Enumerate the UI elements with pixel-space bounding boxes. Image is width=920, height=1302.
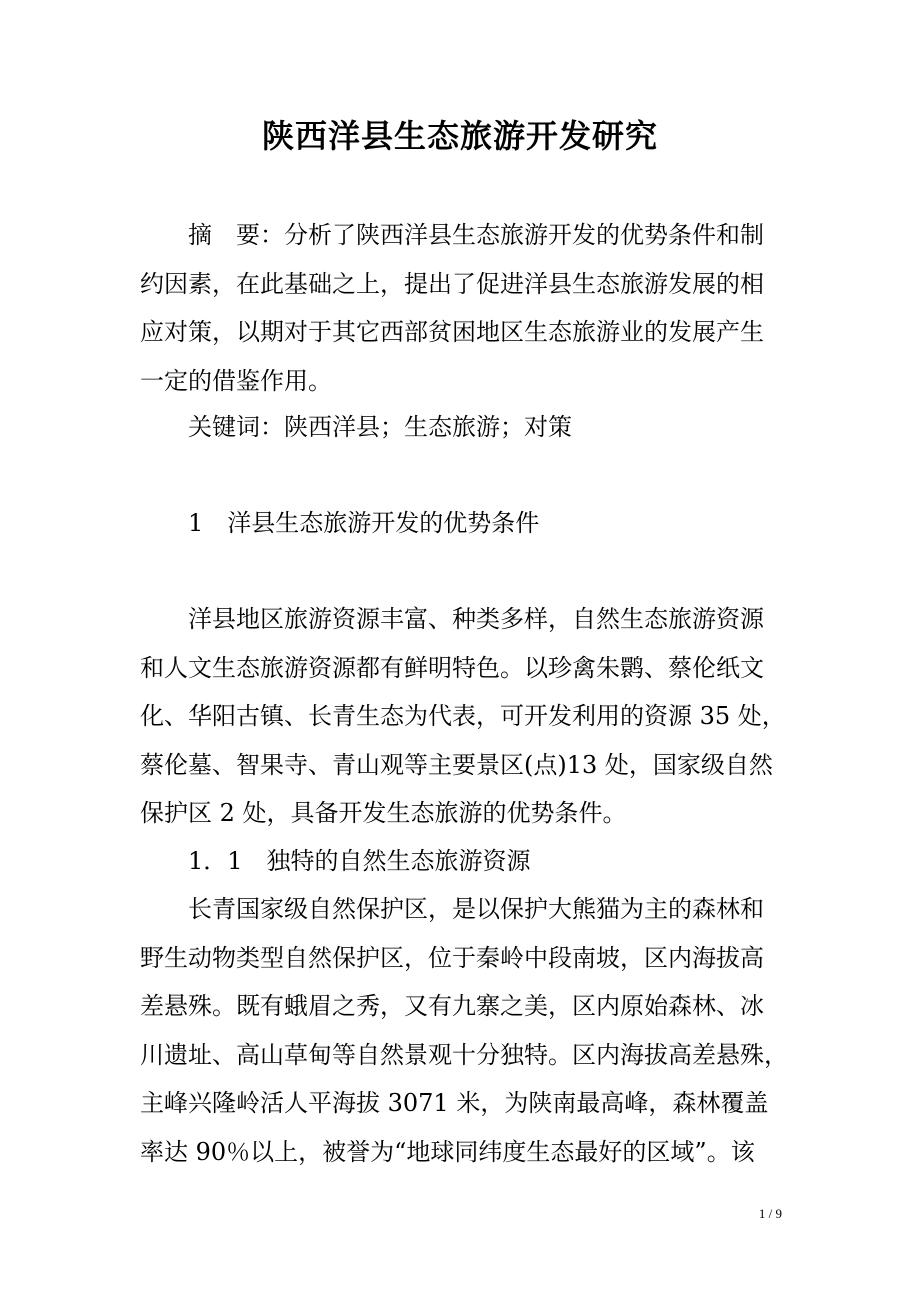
body-line: 率达 90％以上，被誉为“地球同纬度生态最好的区域”。该 [140, 1137, 755, 1166]
body-line: 洋县地区旅游资源丰富、种类多样，自然生态旅游资源 [188, 605, 764, 633]
section-body [140, 595, 786, 838]
page-title: 陕西洋县生态旅游开发研究 [261, 117, 658, 155]
abstract-line: 应对策，以期对于其它西部贫困地区生态旅游业的发展产生 [140, 318, 764, 346]
body-line: 差悬殊。既有蛾眉之秀，又有九寨之美，区内原始森林、冰 [140, 992, 764, 1020]
abstract [140, 211, 782, 405]
body-line: 保护区 2 处，具备开发生态旅游的优势条件。 [140, 799, 627, 827]
subsection-body [140, 885, 788, 1176]
body-line: 化、华阳古镇、长青生态为代表，可开发利用的资源 35 处， [140, 702, 786, 730]
abstract-line: 约因素，在此基础之上，提出了促进洋县生态旅游发展的相 [140, 269, 764, 298]
section-heading-text: 1 洋县生态旅游开发的优势条件 [188, 509, 540, 537]
body-line: 和人文生态旅游资源都有鲜明特色。以珍禽朱鹮、蔡伦纸文 [140, 653, 764, 682]
abstract-line: 一定的借鉴作用。 [140, 366, 332, 395]
subsection-heading-text: 1．1 独特的自然生态旅游资源 [188, 847, 531, 875]
page-number: 1 / 9 [758, 1206, 782, 1221]
keywords-line: 关键词：陕西洋县；生态旅游；对策 [188, 413, 572, 441]
subsection-heading [140, 837, 782, 886]
abstract-line: 摘 要：分析了陕西洋县生态旅游开发的优势条件和制 [188, 221, 764, 249]
body-line: 川遗址、高山草甸等自然景观十分独特。区内海拔高差悬殊， [140, 1040, 788, 1069]
body-line: 野生动物类型自然保护区，位于秦岭中段南坡，区内海拔高 [140, 943, 764, 972]
body-line: 主峰兴隆岭活人平海拔 3071 米，为陕南最高峰，森林覆盖 [140, 1089, 769, 1117]
body-line: 蔡伦墓、智果寺、青山观等主要景区(点)13 处，国家级自然 [140, 750, 773, 779]
keywords [140, 403, 782, 452]
body-line: 长青国家级自然保护区，是以保护大熊猫为主的森林和 [188, 895, 764, 923]
section-heading [140, 499, 782, 548]
